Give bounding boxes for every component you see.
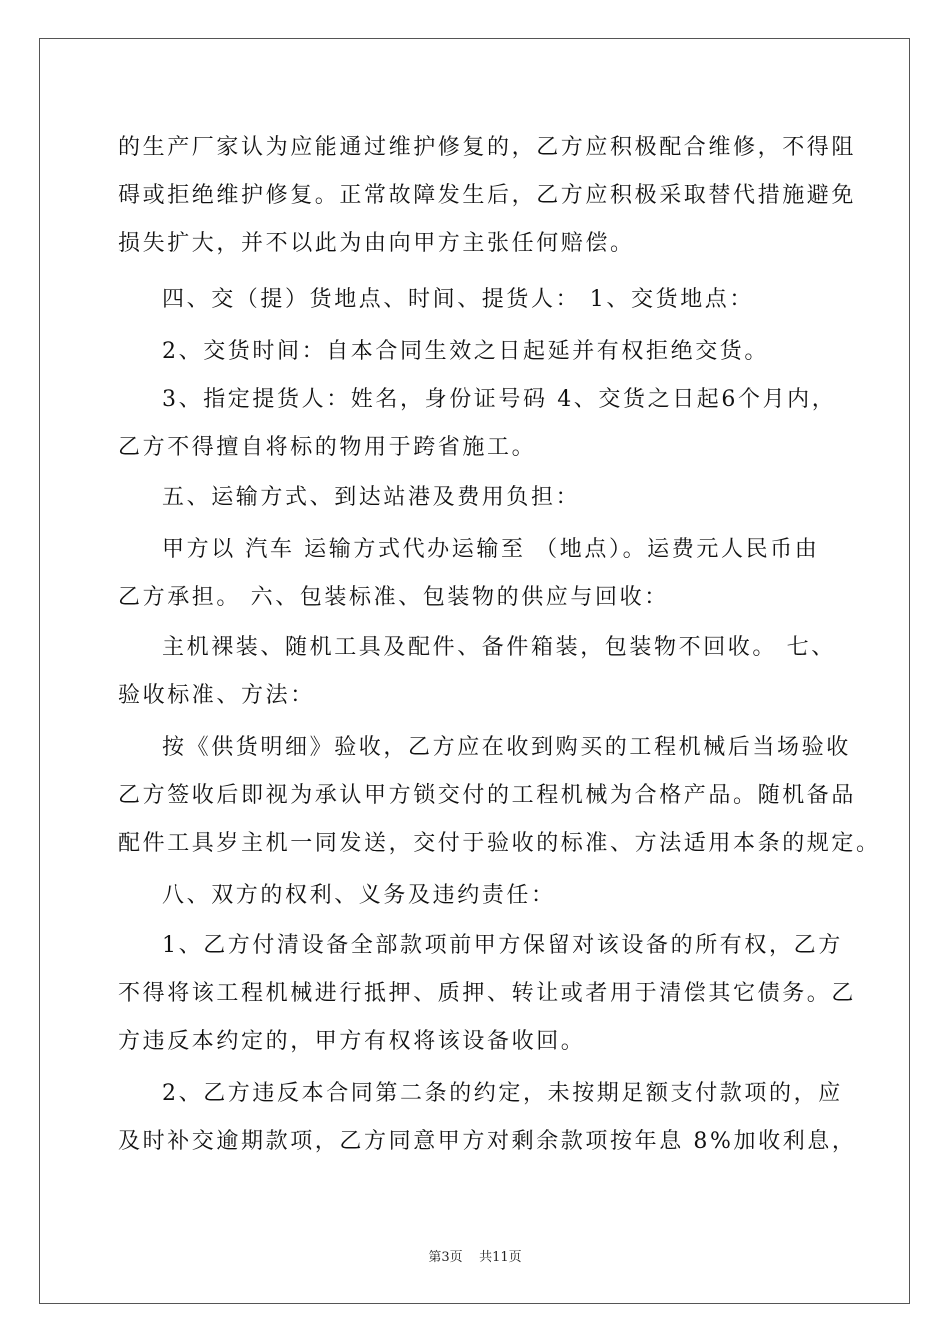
text-line: 及时补交逾期款项，乙方同意甲方对剩余款项按年息 8%加收利息， <box>118 1129 857 1154</box>
section-heading: 五、运输方式、到达站港及费用负担： <box>162 485 581 510</box>
text-line: 的生产厂家认为应能通过维护修复的，乙方应积极配合维修，不得阻 <box>118 135 857 160</box>
section-heading: 四、交（提）货地点、时间、提货人： 1、交货地点： <box>162 287 754 312</box>
text-line: 3、指定提货人：姓名，身份证号码 4、交货之日起6个月内， <box>162 387 837 412</box>
section-heading: 八、双方的权利、义务及违约责任： <box>162 883 556 908</box>
text-line: 主机裸装、随机工具及配件、备件箱装，包装物不回收。 七、 <box>162 635 836 660</box>
text-line: 2、交货时间：自本合同生效之日起延并有权拒绝交货。 <box>162 339 769 364</box>
text-line: 方违反本约定的，甲方有权将该设备收回。 <box>118 1029 586 1054</box>
text-line: 乙方承担。 六、包装标准、包装物的供应与回收： <box>118 585 669 610</box>
text-line: 按《供货明细》验收，乙方应在收到购买的工程机械后当场验收 <box>162 735 851 760</box>
text-line: 甲方以 汽车 运输方式代办运输至 （地点）。运费元人民币由 <box>162 537 820 562</box>
text-line: 损失扩大，并不以此为由向甲方主张任何赔偿。 <box>118 231 635 256</box>
text-line: 乙方签收后即视为承认甲方锁交付的工程机械为合格产品。随机备品 <box>118 783 857 808</box>
text-line: 不得将该工程机械进行抵押、质押、转让或者用于清偿其它债务。乙 <box>118 981 857 1006</box>
page-number: 第3页 <box>428 1250 463 1265</box>
page-border <box>39 38 910 1304</box>
text-line: 配件工具岁主机一同发送，交付于验收的标准、方法适用本条的规定。 <box>118 831 881 856</box>
page-footer <box>0 1246 950 1265</box>
page-total: 共11页 <box>479 1250 522 1265</box>
text-line: 乙方不得擅自将标的物用于跨省施工。 <box>118 435 537 460</box>
text-line: 碍或拒绝维护修复。正常故障发生后，乙方应积极采取替代措施避免 <box>118 183 857 208</box>
text-line: 1、乙方付清设备全部款项前甲方保留对该设备的所有权，乙方 <box>162 933 843 958</box>
text-line: 2、乙方违反本合同第二条的约定，未按期足额支付款项的，应 <box>162 1081 843 1106</box>
section-heading: 验收标准、方法： <box>118 683 315 708</box>
